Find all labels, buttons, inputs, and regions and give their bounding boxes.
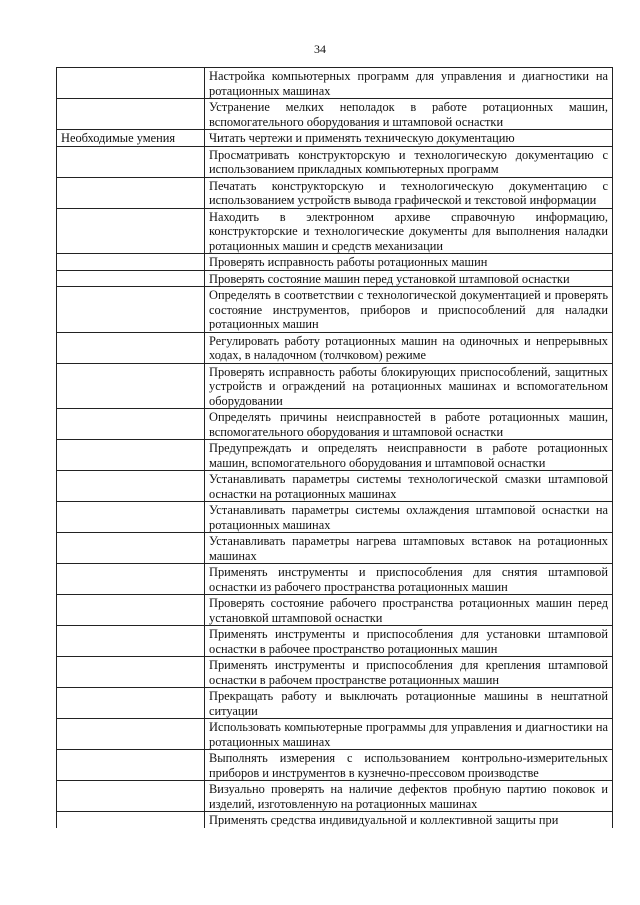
row-label	[57, 363, 205, 409]
table-row	[57, 363, 613, 409]
row-label	[57, 533, 205, 564]
row-text: Прекращать работу и выключать ротационные машины в нештатной ситуации	[205, 688, 613, 719]
table-row	[57, 781, 613, 812]
row-text: Применять инструменты и приспособления для снятия штамповой оснастки из рабочего пространства ротационных машин	[205, 564, 613, 595]
row-text: Применять средства индивидуальной и коллективной защиты при	[205, 812, 613, 828]
row-label	[57, 99, 205, 130]
table-row	[57, 254, 613, 271]
table-row	[57, 502, 613, 533]
row-text: Использовать компьютерные программы для управления и диагностики на ротационных машинах	[205, 719, 613, 750]
table-row	[57, 208, 613, 254]
row-label	[57, 595, 205, 626]
row-text: Проверять исправность работы ротационных машин	[205, 254, 613, 271]
row-text: Определять причины неисправностей в работе ротационных машин, вспомогательного оборудования и штамповой оснастки	[205, 409, 613, 440]
row-label	[57, 471, 205, 502]
row-label	[57, 177, 205, 208]
row-label	[57, 812, 205, 828]
row-label	[57, 440, 205, 471]
row-label	[57, 254, 205, 271]
table-row	[57, 130, 613, 147]
skills-table-body	[57, 68, 613, 828]
row-text: Читать чертежи и применять техническую документацию	[205, 130, 613, 147]
row-label	[57, 719, 205, 750]
row-text: Проверять состояние машин перед установкой штамповой оснастки	[205, 270, 613, 287]
row-label	[57, 502, 205, 533]
row-text: Выполнять измерения с использованием контрольно-измерительных приборов и инструментов в кузнечно-прессовом производстве	[205, 750, 613, 781]
row-text: Печатать конструкторскую и технологическую документацию с использованием устройств вывода графической и текстовой информации	[205, 177, 613, 208]
table-row	[57, 287, 613, 333]
row-text: Применять инструменты и приспособления для крепления штамповой оснастки в рабочем пространстве ротационных машин	[205, 657, 613, 688]
row-text: Настройка компьютерных программ для управления и диагностики на ротационных машинах	[205, 68, 613, 99]
table-row	[57, 719, 613, 750]
table-row	[57, 68, 613, 99]
row-text: Регулировать работу ротационных машин на одиночных и непрерывных ходах, в наладочном (толчковом) режиме	[205, 332, 613, 363]
table-row	[57, 99, 613, 130]
row-text: Предупреждать и определять неисправности в работе ротационных машин, вспомогательного оборудования и штамповой оснастки	[205, 440, 613, 471]
row-label	[57, 332, 205, 363]
table-row	[57, 688, 613, 719]
table-row	[57, 146, 613, 177]
row-text: Определять в соответствии с технологической документацией и проверять состояние инструментов, приборов и приспособлений для наладки ротационных машин	[205, 287, 613, 333]
row-label	[57, 688, 205, 719]
row-text: Устанавливать параметры системы охлаждения штамповой оснастки на ротационных машинах	[205, 502, 613, 533]
table-row	[57, 270, 613, 287]
row-label	[57, 750, 205, 781]
row-text: Устанавливать параметры нагрева штамповых вставок на ротационных машинах	[205, 533, 613, 564]
row-label	[57, 409, 205, 440]
table-row	[57, 657, 613, 688]
row-label	[57, 564, 205, 595]
table-row	[57, 440, 613, 471]
row-text: Применять инструменты и приспособления для установки штамповой оснастки в рабочее пространство ротационных машин	[205, 626, 613, 657]
table-row	[57, 812, 613, 828]
row-text: Визуально проверять на наличие дефектов пробную партию поковок и изделий, изготовленную на ротационных машинах	[205, 781, 613, 812]
row-label	[57, 626, 205, 657]
table-row	[57, 177, 613, 208]
table-row	[57, 750, 613, 781]
table-row	[57, 533, 613, 564]
row-label	[57, 208, 205, 254]
row-label	[57, 657, 205, 688]
table-row	[57, 471, 613, 502]
row-text: Проверять исправность работы блокирующих приспособлений, защитных устройств и ограждений на ротационных машинах и вспомогательном оборудовании	[205, 363, 613, 409]
page-number: 34	[314, 42, 326, 56]
row-label	[57, 146, 205, 177]
row-label	[57, 68, 205, 99]
row-text: Устранение мелких неполадок в работе ротационных машин, вспомогательного оборудования и штамповой оснастки	[205, 99, 613, 130]
row-text: Просматривать конструкторскую и технологическую документацию с использованием прикладных компьютерных программ	[205, 146, 613, 177]
row-label	[57, 287, 205, 333]
table-row	[57, 626, 613, 657]
row-text: Находить в электронном архиве справочную информацию, конструкторские и технологические документы для выполнения наладки ротационных машин и средств механизации	[205, 208, 613, 254]
table-row	[57, 564, 613, 595]
table-row	[57, 332, 613, 363]
row-label: Необходимые умения	[57, 130, 205, 147]
row-text: Проверять состояние рабочего пространства ротационных машин перед установкой штамповой оснастки	[205, 595, 613, 626]
row-label	[57, 270, 205, 287]
table-row	[57, 409, 613, 440]
skills-table	[56, 67, 613, 828]
row-label	[57, 781, 205, 812]
table-row	[57, 595, 613, 626]
row-text: Устанавливать параметры системы технологической смазки штамповой оснастки на ротационных машинах	[205, 471, 613, 502]
